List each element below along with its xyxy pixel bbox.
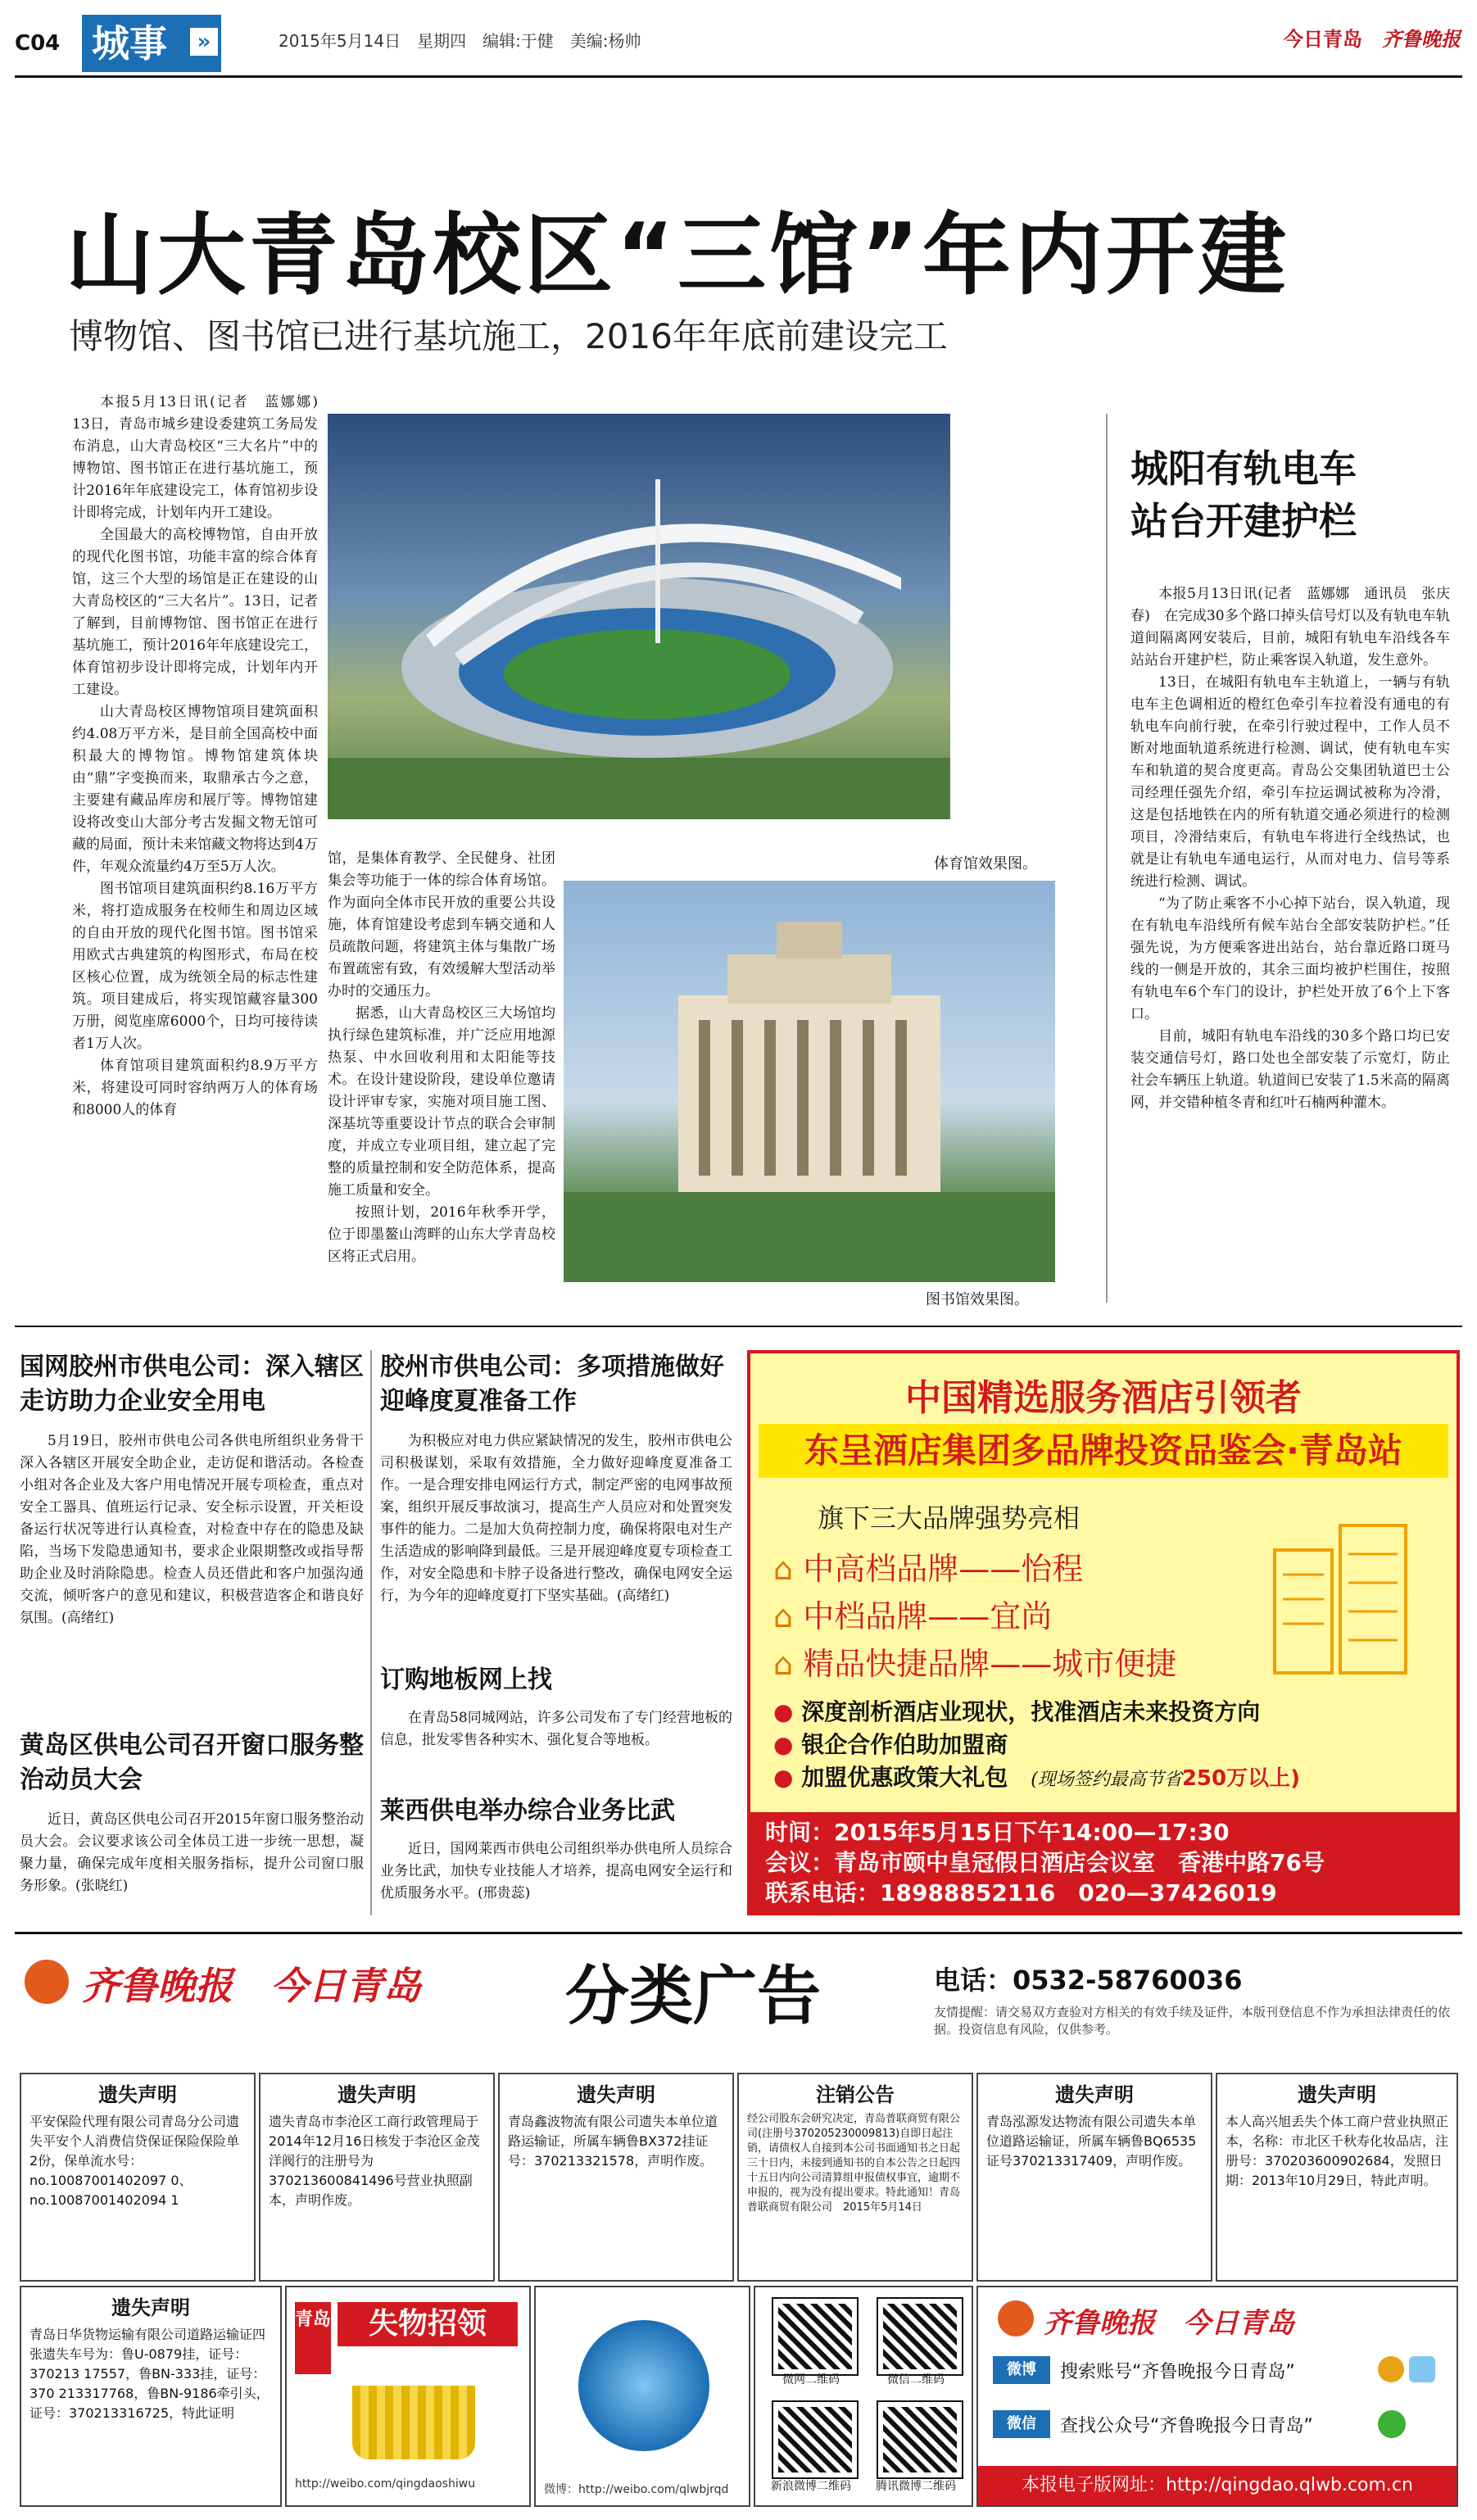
brief-4 — [380, 1663, 732, 1752]
classified-cell — [20, 2073, 256, 2282]
weibo-label: 微博： — [544, 2483, 578, 2496]
brief-title: 胶州市供电公司：多项措施做好迎峰度夏准备工作 — [380, 1353, 724, 1416]
brief-5 — [380, 1794, 732, 1905]
sun-logo-icon — [998, 2300, 1034, 2336]
cell-title: 遗失声明 — [111, 2296, 190, 2319]
classified-notice: 友情提醒：请交易双方查验对方相关的有效手续及证件，本版刊登信息不作为承担法律责任的依据。投资信息有风险，仅供参考。 — [934, 2005, 1451, 2037]
ad-bullet — [773, 1729, 1445, 1761]
main-subhead: 博物馆、图书馆已进行基坑施工，2016年年底前建设完工 — [69, 316, 948, 356]
side-title-line-1: 城阳有轨电车 — [1130, 446, 1357, 491]
cell-title: 遗失声明 — [338, 2083, 416, 2106]
paragraph: 全国最大的高校博物馆，自由开放的现代化图书馆，功能丰富的综合体育馆，这三个大型的场馆是正在建设的山大青岛校区的“三大名片”。13日，记者了解到，目前博物馆、图书馆正在进行基坑施工，预计2016年年底建设完工，体育馆初步设计即将完成，计划年内开工建设。 — [72, 527, 318, 698]
brand-text: 今日青岛 — [1284, 28, 1362, 51]
bullet-icon: ● — [773, 1764, 802, 1791]
paragraph: 体育馆项目建筑面积约8.9万平方米，将建设可同时容纳两万人的体育场和8000人的体育 — [72, 1058, 318, 1118]
page-header — [0, 0, 1477, 80]
paragraph: 近日，黄岛区供电公司召开2015年窗口服务整治动员大会。会议要求该公司全体员工进一步统一思想，凝聚力量，确保完成年度相关服务指标，提升公司窗口服务形象。(张晓红) — [20, 1811, 364, 1894]
house-icon: ⌂ — [773, 1598, 804, 1634]
ad-event-details — [750, 1812, 1457, 1912]
brief-text — [20, 1809, 364, 1897]
weibo-logo-icon — [578, 2320, 709, 2451]
ad-headline: 中国精选服务酒店引领者 — [905, 1377, 1302, 1419]
stadium-rendering-image — [328, 414, 950, 819]
brief-text — [380, 1707, 732, 1752]
brief-title: 莱西供电举办综合业务比武 — [380, 1797, 675, 1825]
bullet-icon: ● — [773, 1731, 802, 1758]
qr-code-panel — [754, 2286, 973, 2507]
cell-title: 遗失声明 — [577, 2083, 655, 2106]
qr-label: 微信二维码 — [887, 2373, 945, 2386]
library-caption: 图书馆效果图。 — [926, 1291, 1029, 1308]
ad-venue: 会议：青岛市颐中皇冠假日酒店会议室 香港中路76号 — [765, 1849, 1325, 1876]
social-promo-panel — [976, 2286, 1458, 2507]
article-column-2 — [328, 848, 555, 1268]
hotel-advertisement — [747, 1350, 1460, 1915]
tencent-weibo-icon[interactable] — [1409, 2356, 1435, 2382]
brief-title: 订购地板网上找 — [380, 1666, 552, 1694]
cell-title: 遗失声明 — [98, 2083, 177, 2106]
issue-meta: 2015年5月14日 星期四 编辑:于健 美编:杨帅 — [279, 31, 641, 51]
classified-phone: 电话：0532-58760036 — [934, 1965, 1243, 1996]
weibo-url[interactable] — [544, 2481, 728, 2497]
paragraph: 据悉，山大青岛校区三大场馆均执行绿色建筑标准，并广泛应用地源热泵、中水回收利用和太阳能等技术。在设计建设阶段，建设单位邀请设计评审专家，实施对项目施工图、深基坑等重要设计节点的联合会审制度，并成立专业项目组，建立起了完整的质量控制和安全防范体系，提高施工质量和安全。 — [328, 1005, 555, 1199]
house-icon: ⌂ — [773, 1646, 804, 1682]
paragraph: 在青岛58同城网站，许多公司发布了专门经营地板的信息，批发零售各种实木、强化复合等地板。 — [380, 1710, 732, 1748]
house-icon: ⌂ — [773, 1551, 804, 1587]
ad-subtitle: 旗下三大品牌强势亮相 — [818, 1502, 1081, 1534]
column-divider — [1106, 414, 1108, 1303]
cell-text: 平安保险代理有限公司青岛分公司遗失平安个人消费信贷保证保险保险单2份，保单流水号：no.10087001402097 0、no.10087001402094 1 — [29, 2114, 240, 2208]
cell-text: 本人高兴旭丢失个体工商户营业执照正本，名称：市北区千秋寿化妆品店，注册号：370203600902684，发照日期：2013年10月29日，特此声明。 — [1226, 2114, 1449, 2188]
brief-2 — [20, 1729, 364, 1897]
qr-label: 腾讯微博二维码 — [876, 2480, 956, 2493]
main-headline: 山大青岛校区“三馆”年内开建 — [66, 205, 1289, 307]
brief-3 — [380, 1350, 732, 1607]
epaper-url[interactable]: 本报电子版网址：http://qingdao.qlwb.com.cn — [978, 2466, 1457, 2505]
brand-label: 中高档品牌——怡程 — [803, 1551, 1084, 1587]
classified-cell — [20, 2286, 282, 2507]
chevron-right-icon: » — [190, 28, 218, 56]
paragraph: “为了防止乘客不小心掉下站台，误入轨道，现在有轨电车沿线所有候车站台全部安装防护栏。”任强先说，为方便乘客进出站台，站台靠近路口斑马线的一侧是开放的，其余三面均被护栏围住，按照有轨电车6个车门的设计，护栏处开放了6个上下客口。 — [1130, 895, 1450, 1022]
lost-found-title: 失物招领 — [338, 2302, 518, 2346]
brief-text — [20, 1430, 364, 1629]
basket-icon — [352, 2386, 475, 2459]
weibo-panel — [534, 2286, 750, 2507]
paragraph: 5月19日，胶州市供电公司各供电所组织业务骨干深入各辖区开展安全助企业，走访促和谐活动。各检查小组对各企业及大客户用电情况开展专项检查，重点对安全工器具、值班运行记录、安全标示设置，开关柜设备运行状况等进行认真检查，对检查中存在的隐患及缺陷，当场下发隐患通知书，要求企业限期整改或指导帮助企业及时消除隐患。检查人员还借此和客户加强沟通交流，倾听客户的意见和建议，积极营造客企和谐良好氛围。(高绪红) — [20, 1433, 364, 1626]
ad-bullet — [773, 1696, 1445, 1729]
cell-title: 遗失声明 — [1298, 2083, 1376, 2106]
page-code: C04 — [15, 18, 67, 69]
qr-code-icon[interactable] — [773, 2402, 857, 2477]
ad-bullet — [773, 1761, 1445, 1795]
qr-code-icon[interactable] — [878, 2299, 962, 2374]
ad-brand-item — [773, 1593, 1216, 1640]
classified-cell — [737, 2073, 973, 2282]
library-rendering-image — [564, 881, 1055, 1282]
qr-code-icon[interactable] — [773, 2299, 857, 2374]
weibo-promo-text: 搜索账号“齐鲁晚报今日青岛” — [1060, 2362, 1295, 2382]
ad-event-title: 东呈酒店集团多品牌投资品鉴会·青岛站 — [759, 1424, 1448, 1478]
ad-bullet-list — [773, 1696, 1445, 1795]
paragraph: 本报5月13日讯(记者 蓝娜娜) 13日，青岛市城乡建设委建筑工务局发布消息，山大青岛校区“三大名片”中的博物馆、图书馆正在进行基坑施工，预计2016年年底建设完工，体育馆初步设计即将完成，计划年内开工建设。 — [72, 394, 332, 521]
brand-label: 中档品牌——宜尚 — [803, 1598, 1053, 1634]
wechat-icon[interactable] — [1378, 2410, 1406, 2438]
paragraph: 本报5月13日讯(记者 蓝娜娜 通讯员 张庆春) 在完成30多个路口掉头信号灯以及有轨电车轨道间隔离网安装后，目前，城阳有轨电车沿线各车站站台开建护栏，防止乘客误入轨道，发生意外。 — [1130, 586, 1450, 669]
ad-brand-item — [773, 1640, 1216, 1688]
cell-text: 青岛泓源发达物流有限公司遗失本单位道路运输证，所属车辆鲁BQ6535证号370213317409，声明作废。 — [986, 2114, 1197, 2169]
section-rule — [15, 1932, 1462, 1934]
bullet-text: 加盟优惠政策大礼包 — [801, 1764, 1008, 1791]
ad-brand-item — [773, 1545, 1216, 1593]
bonus-amount: 250万以上) — [1181, 1766, 1300, 1791]
newspaper-logo: 齐鲁晚报 — [1382, 27, 1461, 51]
cell-title: 注销公告 — [816, 2083, 895, 2106]
classified-cell — [1216, 2073, 1458, 2282]
weibo-url-text: http://weibo.com/qlwbjrqd — [578, 2483, 729, 2496]
classified-cell — [259, 2073, 495, 2282]
ad-phone: 联系电话：18988852116 020—37426019 — [765, 1879, 1277, 1906]
cell-text: 青岛日华货物运输有限公司道路运输证四张遗失车号为：鲁U-0879挂，证号：370213 17557，鲁BN-333挂，证号：370 213317768，鲁BN-9186牵引头，证号：370213316725，特此证明 — [29, 2327, 270, 2421]
lost-city-label: 青岛 — [295, 2302, 331, 2374]
header-brand — [1284, 23, 1461, 52]
paragraph: 馆，是集体育教学、全民健身、社团集会等功能于一体的综合体育场馆。作为面向全体市民开放的重要公共设施，体育馆建设考虑到车辆交通和人员疏散问题，将建筑主体与集散广场布置疏密有致，有效缓解大型活动举办时的交通压力。 — [328, 850, 555, 999]
cell-title: 遗失声明 — [1055, 2083, 1134, 2106]
classified-title: 分类广告 — [565, 1959, 822, 2033]
ad-brand-list — [773, 1545, 1216, 1688]
bullet-icon: ● — [773, 1698, 802, 1725]
brief-text — [380, 1838, 732, 1905]
sun-logo-icon — [25, 1960, 69, 2004]
building-illustration — [1242, 1517, 1438, 1681]
paragraph: 山大青岛校区博物馆项目建筑面积约4.08万平方米，是目前全国高校中面积最大的博物馆。博物馆建筑体块由“鼎”字变换而来，取鼎承古今之意，主要建有藏品库房和展厅等。博物馆建设将改变山大部分考古发掘文物无馆可藏的局面，预计未来馆藏文物将达到4万件，年观众流量约4万至5万人次。 — [72, 704, 318, 875]
stadium-caption: 体育馆效果图。 — [934, 855, 1037, 872]
brief-title: 国网胶州市供电公司：深入辖区走访助力企业安全用电 — [20, 1353, 364, 1416]
weixin-promo-text: 查找公众号“齐鲁晚报今日青岛” — [1060, 2416, 1313, 2436]
lost-found-panel — [285, 2286, 531, 2507]
paragraph: 图书馆项目建筑面积约8.16万平方米，将打造成服务在校师生和周边区域的自由开放的现代化图书馆。图书馆采用欧式古典建筑的构图形式，布局在校区核心位置，成为统领全局的标志性建筑。项目建成后，将实现馆藏容量300万册，阅览座席6000个，日均可接待读者1万人次。 — [72, 881, 318, 1052]
weibo-icon[interactable] — [1378, 2356, 1404, 2382]
cell-text: 青岛鑫波物流有限公司遗失本单位道路运输证，所属车辆鲁BX372挂证号：370213321578，声明作废。 — [508, 2114, 718, 2169]
lost-found-weibo-url[interactable]: http://weibo.com/qingdaoshiwu — [295, 2477, 476, 2491]
brief-1 — [20, 1350, 364, 1629]
section-rule — [15, 1326, 1462, 1327]
classified-cell — [976, 2073, 1212, 2282]
paragraph: 为积极应对电力供应紧缺情况的发生，胶州市供电公司积极谋划，采取有效措施，全力做好迎峰度夏准备工作。一是合理安排电网运行方式，制定严密的电网事故预案，组织开展反事故演习，提高生产人员应对和处置突发事件的能力。二是加大负荷控制力度，确保将限电对生产生活造成的影响降到最低。三是开展迎峰度夏专项检查工作，对安全隐患和卡脖子设备进行整改，确保电网安全运行，为今年的迎峰度夏打下坚实基础。(高绪红) — [380, 1433, 732, 1604]
paragraph: 按照计划，2016年秋季开学，位于即墨鳌山湾畔的山东大学青岛校区将正式启用。 — [328, 1204, 555, 1265]
bonus-prefix: (现场签约最高节省 — [1031, 1770, 1182, 1790]
weibo-tag: 微博 — [993, 2356, 1050, 2384]
paragraph: 目前，城阳有轨电车沿线的30多个路口均已安装交通信号灯，路口处也全部安装了示宽灯，防止社会车辆压上轨道。轨道间已安装了1.5米高的隔离网，并交错种植冬青和红叶石楠两种灌木。 — [1130, 1028, 1450, 1111]
section-name: 城事 — [82, 15, 221, 72]
qr-label: 新浪微博二维码 — [771, 2480, 851, 2493]
side-article-body — [1130, 583, 1450, 1114]
ad-time: 时间：2015年5月15日下午14:00—17:30 — [765, 1819, 1230, 1846]
promo-logo: 齐鲁晚报 今日青岛 — [1044, 2307, 1294, 2340]
side-title-line-2: 站台开建护栏 — [1130, 499, 1357, 543]
header-rule — [15, 75, 1462, 78]
side-article-title — [1130, 442, 1357, 547]
cell-text: 经公司股东会研究决定，青岛普联商贸有限公司(注册号370205230009813)自即日起注销，请债权人自接到本公司书面通知书之日起三十日内，未接到通知书的自本公告之日起四十五日内向公司清算组申报债权事宜，逾期不申报的，视为没有提出要求。特此通知！青岛普联商贸有限公司 2015年5月14日 — [747, 2113, 961, 2214]
qr-label: 微网二维码 — [782, 2373, 840, 2386]
brief-text — [380, 1430, 732, 1607]
paragraph: 近日，国网莱西市供电公司组织举办供电所人员综合业务比武，加快专业技能人才培养，提高电网安全运行和优质服务水平。(邢贵蕊) — [380, 1841, 732, 1901]
paragraph: 13日，在城阳有轨电车主轨道上，一辆与有轨电车主色调相近的橙红色牵引车拉着没有通电的有轨电车向前行驶，在牵引行驶过程中，工作人员不断对地面轨道系统进行检测、调试，使有轨电车实车和轨道的契合度更高。青岛公交集团轨道巴士公司经理任强先介绍，牵引车拉运调试被称为冷滑，这是包括地铁在内的所有轨道交通必须进行的检测项目，冷滑结束后，有轨电车将进行全线热试，也就是让有轨电车通电运行，从而对电力、信号等系统进行检测、调试。 — [1130, 674, 1450, 890]
article-column-1 — [72, 392, 332, 1122]
cell-text: 遗失青岛市李沧区工商行政管理局于2014年12月16日核发于李沧区金茂洋阀行的注册号为370213600841496号营业执照副本，声明作废。 — [269, 2114, 480, 2208]
classified-cell — [498, 2073, 734, 2282]
qr-code-icon[interactable] — [878, 2402, 962, 2477]
classified-logo: 齐鲁晚报 今日青岛 — [82, 1964, 421, 2008]
column-divider — [370, 1350, 372, 1915]
weixin-tag: 微信 — [993, 2410, 1050, 2438]
brand-label: 精品快捷品牌——城市便捷 — [803, 1646, 1177, 1682]
brief-title: 黄岛区供电公司召开窗口服务整治动员大会 — [20, 1731, 364, 1794]
bullet-text: 深度剖析酒店业现状，找准酒店未来投资方向 — [801, 1698, 1261, 1725]
bullet-text: 银企合作伯助加盟商 — [801, 1731, 1008, 1758]
